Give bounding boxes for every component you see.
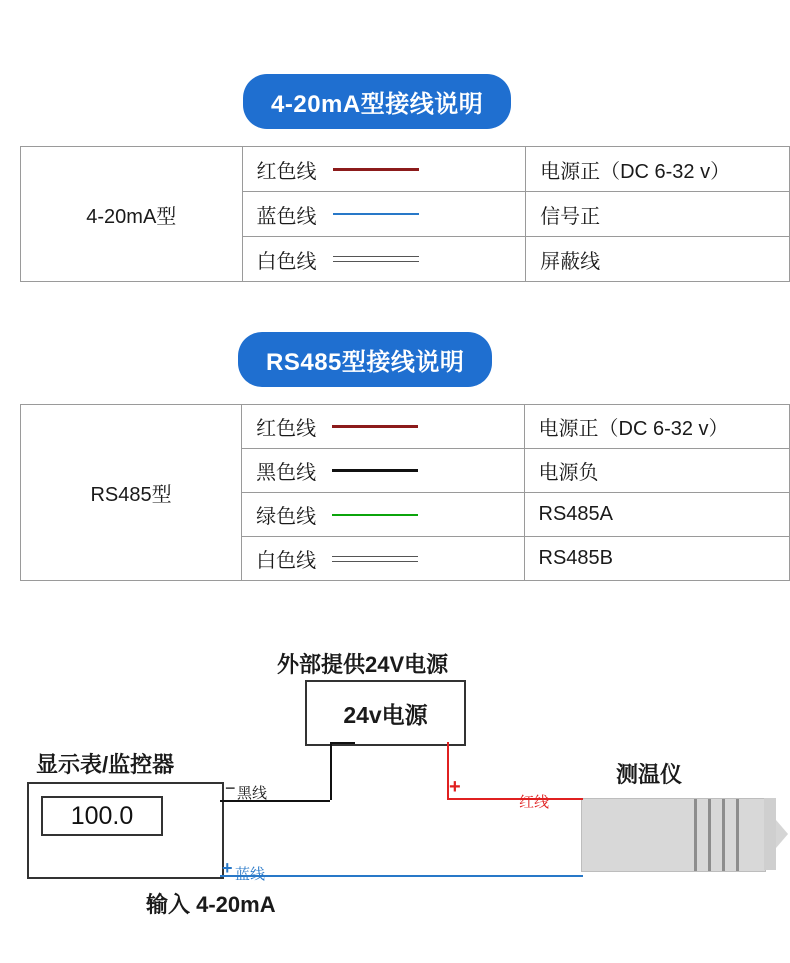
wiring-table-analog bbox=[20, 146, 790, 282]
wire-label: 蓝色线 bbox=[256, 205, 317, 228]
sensor-arrow-icon bbox=[776, 820, 788, 848]
section-badge-rs485: RS485型接线说明 bbox=[238, 332, 492, 387]
wire-red-horizontal bbox=[447, 798, 583, 800]
wire-type-analog: 4-20mA型 bbox=[21, 147, 243, 282]
wire-label: 黑色线 bbox=[256, 462, 317, 484]
display-meter-box bbox=[27, 782, 224, 879]
wire-name-cell bbox=[242, 537, 524, 581]
display-meter-title: 显示表/监控器 bbox=[36, 752, 175, 777]
sensor-stripe-icon bbox=[736, 799, 739, 871]
wire-function-cell: 电源正（DC 6-32 v） bbox=[524, 405, 790, 449]
wire-swatch-black-icon bbox=[332, 469, 418, 472]
wire-name-cell bbox=[242, 147, 526, 192]
wire-function-cell: 电源正（DC 6-32 v） bbox=[526, 147, 790, 192]
power-supply-label: 24v电源 bbox=[343, 701, 428, 728]
wire-function-cell: 信号正 bbox=[526, 192, 790, 237]
polarity-plus-sign-signal: + bbox=[222, 858, 233, 878]
input-range-label: 输入 4-20mA bbox=[146, 892, 276, 917]
wiring-diagram bbox=[0, 630, 790, 963]
wire-swatch-red-icon bbox=[332, 425, 418, 428]
polarity-plus-sign: + bbox=[449, 776, 461, 798]
wire-swatch-green-icon bbox=[332, 514, 418, 516]
wire-swatch-blue-icon bbox=[333, 213, 419, 215]
wire-label: 白色线 bbox=[256, 550, 317, 572]
wire-function-cell: RS485A bbox=[524, 493, 790, 537]
polarity-minus-sign: − bbox=[225, 778, 236, 798]
blue-wire-label: 蓝线 bbox=[235, 866, 266, 883]
display-readout: 100.0 bbox=[41, 796, 163, 836]
sensor-tip bbox=[764, 798, 776, 870]
wire-blue-horizontal bbox=[220, 875, 583, 877]
wire-black-vertical bbox=[330, 742, 332, 800]
wire-label: 白色线 bbox=[256, 250, 317, 273]
wire-swatch-white-icon bbox=[332, 556, 418, 562]
sensor-stripe-icon bbox=[722, 799, 725, 871]
black-wire-label: 黑线 bbox=[237, 785, 268, 802]
sensor-title: 测温仪 bbox=[616, 762, 683, 787]
wire-black-to-psu bbox=[330, 742, 355, 744]
table-row bbox=[21, 405, 790, 449]
wire-name-cell bbox=[242, 493, 524, 537]
wire-name-cell bbox=[242, 405, 524, 449]
section-badge-analog: 4-20mA型接线说明 bbox=[243, 74, 511, 129]
power-supply-box bbox=[305, 680, 466, 746]
wire-name-cell bbox=[242, 449, 524, 493]
wire-name-cell bbox=[242, 192, 526, 237]
wire-swatch-red-icon bbox=[333, 168, 419, 171]
wire-type-rs485: RS485型 bbox=[21, 405, 242, 581]
wire-swatch-white-icon bbox=[333, 256, 419, 262]
wire-name-cell bbox=[242, 237, 526, 282]
wire-label: 绿色线 bbox=[256, 506, 317, 528]
wire-function-cell: 电源负 bbox=[524, 449, 790, 493]
wire-function-cell: 屏蔽线 bbox=[526, 237, 790, 282]
wire-label: 红色线 bbox=[256, 418, 317, 440]
wire-function-cell: RS485B bbox=[524, 537, 790, 581]
sensor-body bbox=[581, 798, 766, 872]
table-row bbox=[21, 147, 790, 192]
power-source-title: 外部提供24V电源 bbox=[277, 652, 449, 677]
sensor-stripe-icon bbox=[694, 799, 697, 871]
wire-label: 红色线 bbox=[256, 160, 317, 183]
red-wire-label: 红线 bbox=[519, 794, 550, 811]
sensor-stripe-icon bbox=[708, 799, 711, 871]
wiring-table-rs485 bbox=[20, 404, 790, 581]
